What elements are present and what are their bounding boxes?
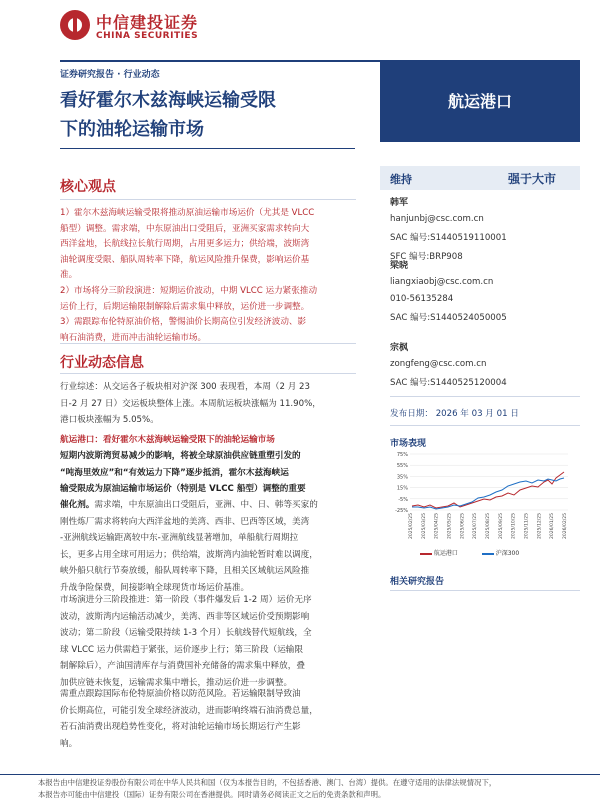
text-line: 波动；第二阶段（运输受限持续 1-3 个月）长航线替代短航线，全	[60, 628, 312, 638]
market-heading: 市场表现	[390, 439, 427, 449]
text-line: “吨海里效应”和“有效运力下降”逐步抵消，霍尔木兹海峡运	[60, 467, 289, 478]
analyst-sfc: SFC 编号:BRP908	[390, 252, 463, 262]
y-tick-label: 55%	[396, 463, 408, 470]
sector-label: 航运港口	[447, 92, 512, 111]
text-line: 市场演进分三阶段推进：第一阶段（事件爆发后 1-2 周）运价无序	[60, 595, 312, 605]
text-line: -亚洲航线运输距离较中东-亚洲航线显著增加，单船航行周期拉	[60, 533, 299, 543]
analyst-sac: SAC 编号:S1440524050005	[390, 313, 507, 323]
text-line: 准。	[60, 270, 78, 280]
analyst-block-1	[390, 195, 507, 262]
chart-legend	[420, 548, 519, 557]
text-line: 响石油消费，进而冲击油轮运输市场。	[60, 332, 207, 343]
core-bottom-divider	[60, 343, 356, 344]
rating-action: 维持	[390, 173, 412, 186]
company-name-en: CHINA SECURITIES	[96, 31, 199, 41]
core-divider	[60, 199, 356, 200]
text-lead: 需求端，中东原油出口受阻后，亚洲、中、日、韩等买家的	[94, 500, 318, 510]
bold-lead: 催化剂。	[60, 500, 95, 510]
title-divider	[60, 148, 355, 149]
x-tick-label: 2026/02/25	[563, 513, 568, 539]
stage-paragraph	[60, 592, 358, 691]
y-tick-label: 75%	[396, 452, 408, 458]
text-line: 价长期高位，可能引发全球经济波动，进而影响终端石油消费总量，	[60, 705, 318, 716]
page-title	[60, 86, 380, 144]
legend-swatch-index	[482, 553, 494, 555]
y-tick-label: -25%	[395, 508, 408, 514]
text-line: 需重点跟踪国际布伦特原油价格以防范风险。若运输限制导致油	[60, 689, 301, 699]
key-paragraph	[60, 448, 358, 498]
detail-paragraph	[60, 497, 358, 596]
x-tick-label: 2025/02/25	[409, 513, 414, 539]
analyst-divider	[390, 396, 580, 397]
x-tick-label: 2025/09/25	[498, 513, 504, 539]
company-name-cn: 中信建投证券	[96, 13, 199, 32]
x-tick-label: 2025/07/25	[473, 513, 479, 539]
analyst-sac: SAC 编号:S1440525120004	[390, 378, 507, 388]
sector-series-line	[412, 472, 564, 508]
analyst-email[interactable]: zongfeng@csc.com.cn	[390, 359, 487, 369]
text-line: 峡外船只航行节奏放缓，船队周转率下降，且相关区域航运风险推	[60, 566, 310, 576]
risk-paragraph	[60, 686, 358, 752]
analyst-sac: SAC 编号:S1440519110001	[390, 233, 507, 243]
core-paragraph-2	[60, 284, 356, 315]
rating-value: 强于大市	[508, 172, 557, 186]
sub-heading: 航运港口：看好霍尔木兹海峡运输受限下的油轮运输市场	[60, 435, 275, 445]
date-divider	[390, 425, 580, 426]
footer-line-1: 本报告由中信建投证券股份有限公司在中华人民共和国（仅为本报告目的，不包括香港、澳门、台湾）提供。在遵守适用的法律法规情况下，	[38, 778, 497, 787]
core-heading: 核心观点	[60, 179, 116, 195]
text-line: 波动，波斯湾内运输活动减少，美湾、西非等区域运价受预期影响	[60, 611, 310, 622]
company-logo-icon	[60, 10, 90, 40]
info-divider	[60, 373, 356, 374]
analyst-name: 宗枫	[390, 343, 409, 353]
legend-label-index: 沪深300	[495, 550, 520, 557]
text-line: 船型）调整。需求端，中东原油出口受阻后，亚洲买家需求转向大	[60, 223, 310, 234]
text-line: 3）需跟踪布伦特原油价格，警惕油价长期高位引发经济波动、影	[60, 317, 307, 327]
text-line: 1）霍尔木兹海峡运输受限将推动原油运输市场运价（尤其是 VLCC	[60, 208, 315, 218]
header-divider	[60, 60, 380, 62]
x-tick-label: 2025/06/25	[460, 513, 466, 539]
text-line: 制解除后），产油国清库存与消费国补充储备的需求集中释放，叠	[60, 661, 305, 671]
text-line: 短期内波斯湾贸易减少的影响，将被全球原油供应链重塑引发的	[60, 451, 301, 461]
text-line: 刚性炼厂需求将转向大西洋盆地的美湾、西非、巴西等区域，美湾	[60, 516, 310, 527]
x-tick-label: 2025/11/25	[524, 513, 530, 539]
text-line: 日-2 月 27 日）交运板块整体上涨。本周航运板块涨幅为 11.90%，	[60, 398, 321, 409]
y-tick-label: 35%	[396, 474, 408, 481]
y-tick-label: -5%	[398, 496, 408, 503]
text-line: 加供应链未恢复，运输需求集中增长，推动运价进一步调整。	[60, 677, 293, 688]
text-line: 输受限成为原油运输市场运价（特别是 VLCC 船型）调整的重要	[60, 484, 306, 494]
text-line: 若石油消费出现趋势性变化，将对油轮运输市场长期运行产生影	[60, 722, 301, 732]
overview-paragraph	[60, 379, 358, 429]
text-line: 西洋盆地，长航线拉长航行周期，占用更多运力；供给端，波斯湾	[60, 239, 310, 249]
text-line: 球 VLCC 运力供需趋于紧张，运价逐步上行；第三阶段（运输限	[60, 644, 303, 655]
text-line: 港口板块涨幅为 5.05%。	[60, 415, 159, 425]
title-line-1: 看好霍尔木兹海峡运输受限	[60, 90, 276, 111]
legend-label-sector: 航运港口	[433, 550, 458, 557]
index-series-line	[412, 478, 564, 509]
text-line: 2）市场将分三阶段演进：短期运价波动，中期 VLCC 运力紧张推动	[60, 286, 318, 296]
footer-line-2: 本报告亦可能由中信建投（国际）证券有限公司在香港提供。同时请务必阅读正文之后的免责条款和声明。	[38, 790, 386, 799]
x-tick-label: 2025/05/25	[447, 513, 453, 539]
publish-date: 发布日期： 2026 年 03 月 01 日	[390, 409, 519, 419]
analyst-phone: 010-56135284	[390, 294, 454, 304]
x-tick-label: 2025/10/25	[511, 513, 517, 539]
text-line: 升战争险保费，间接影响全球现货市场运价基准。	[60, 582, 250, 593]
y-tick-label: 15%	[396, 485, 408, 492]
analyst-block-3	[390, 340, 507, 388]
text-line	[60, 497, 358, 514]
x-tick-label: 2025/04/25	[434, 513, 440, 539]
x-tick-label: 2025/08/25	[486, 513, 491, 539]
analyst-email[interactable]: hanjunbj@csc.com.cn	[390, 214, 484, 224]
x-tick-label: 2026/01/25	[550, 513, 556, 539]
title-line-2: 下的油轮运输市场	[60, 119, 204, 140]
report-type: 证券研究报告 · 行业动态	[60, 70, 160, 80]
legend-swatch-sector	[420, 553, 432, 555]
text-line: 响。	[60, 738, 78, 749]
market-chart	[388, 450, 580, 562]
related-heading: 相关研究报告	[390, 577, 445, 587]
x-tick-label: 2025/03/25	[421, 513, 427, 539]
analyst-name: 韩军	[390, 198, 409, 208]
related-divider	[390, 590, 580, 591]
text-line: 油轮调度受限、船队周转率下降，航运风险推升保费，影响运价基	[60, 254, 310, 265]
info-heading: 行业动态信息	[60, 355, 144, 371]
text-line: 运价上行，后期运输限制解除后需求集中释放，运价进一步调整。	[60, 301, 310, 312]
analyst-email[interactable]: liangxiaobj@csc.com.cn	[390, 277, 494, 287]
footer-divider	[0, 774, 600, 775]
core-paragraph-1	[60, 206, 356, 284]
text-line: 行业综述：从交运各子板块相对沪深 300 表现看，本周（2 月 23	[60, 382, 310, 392]
analyst-name: 梁晓	[390, 261, 409, 271]
text-line: 长，更多占用全球可用运力；供给端，波斯湾内油轮暂时难以调度，	[60, 549, 318, 560]
x-tick-label: 2025/12/25	[537, 513, 543, 539]
core-paragraph-3	[60, 315, 356, 346]
analyst-block-2	[390, 258, 507, 323]
